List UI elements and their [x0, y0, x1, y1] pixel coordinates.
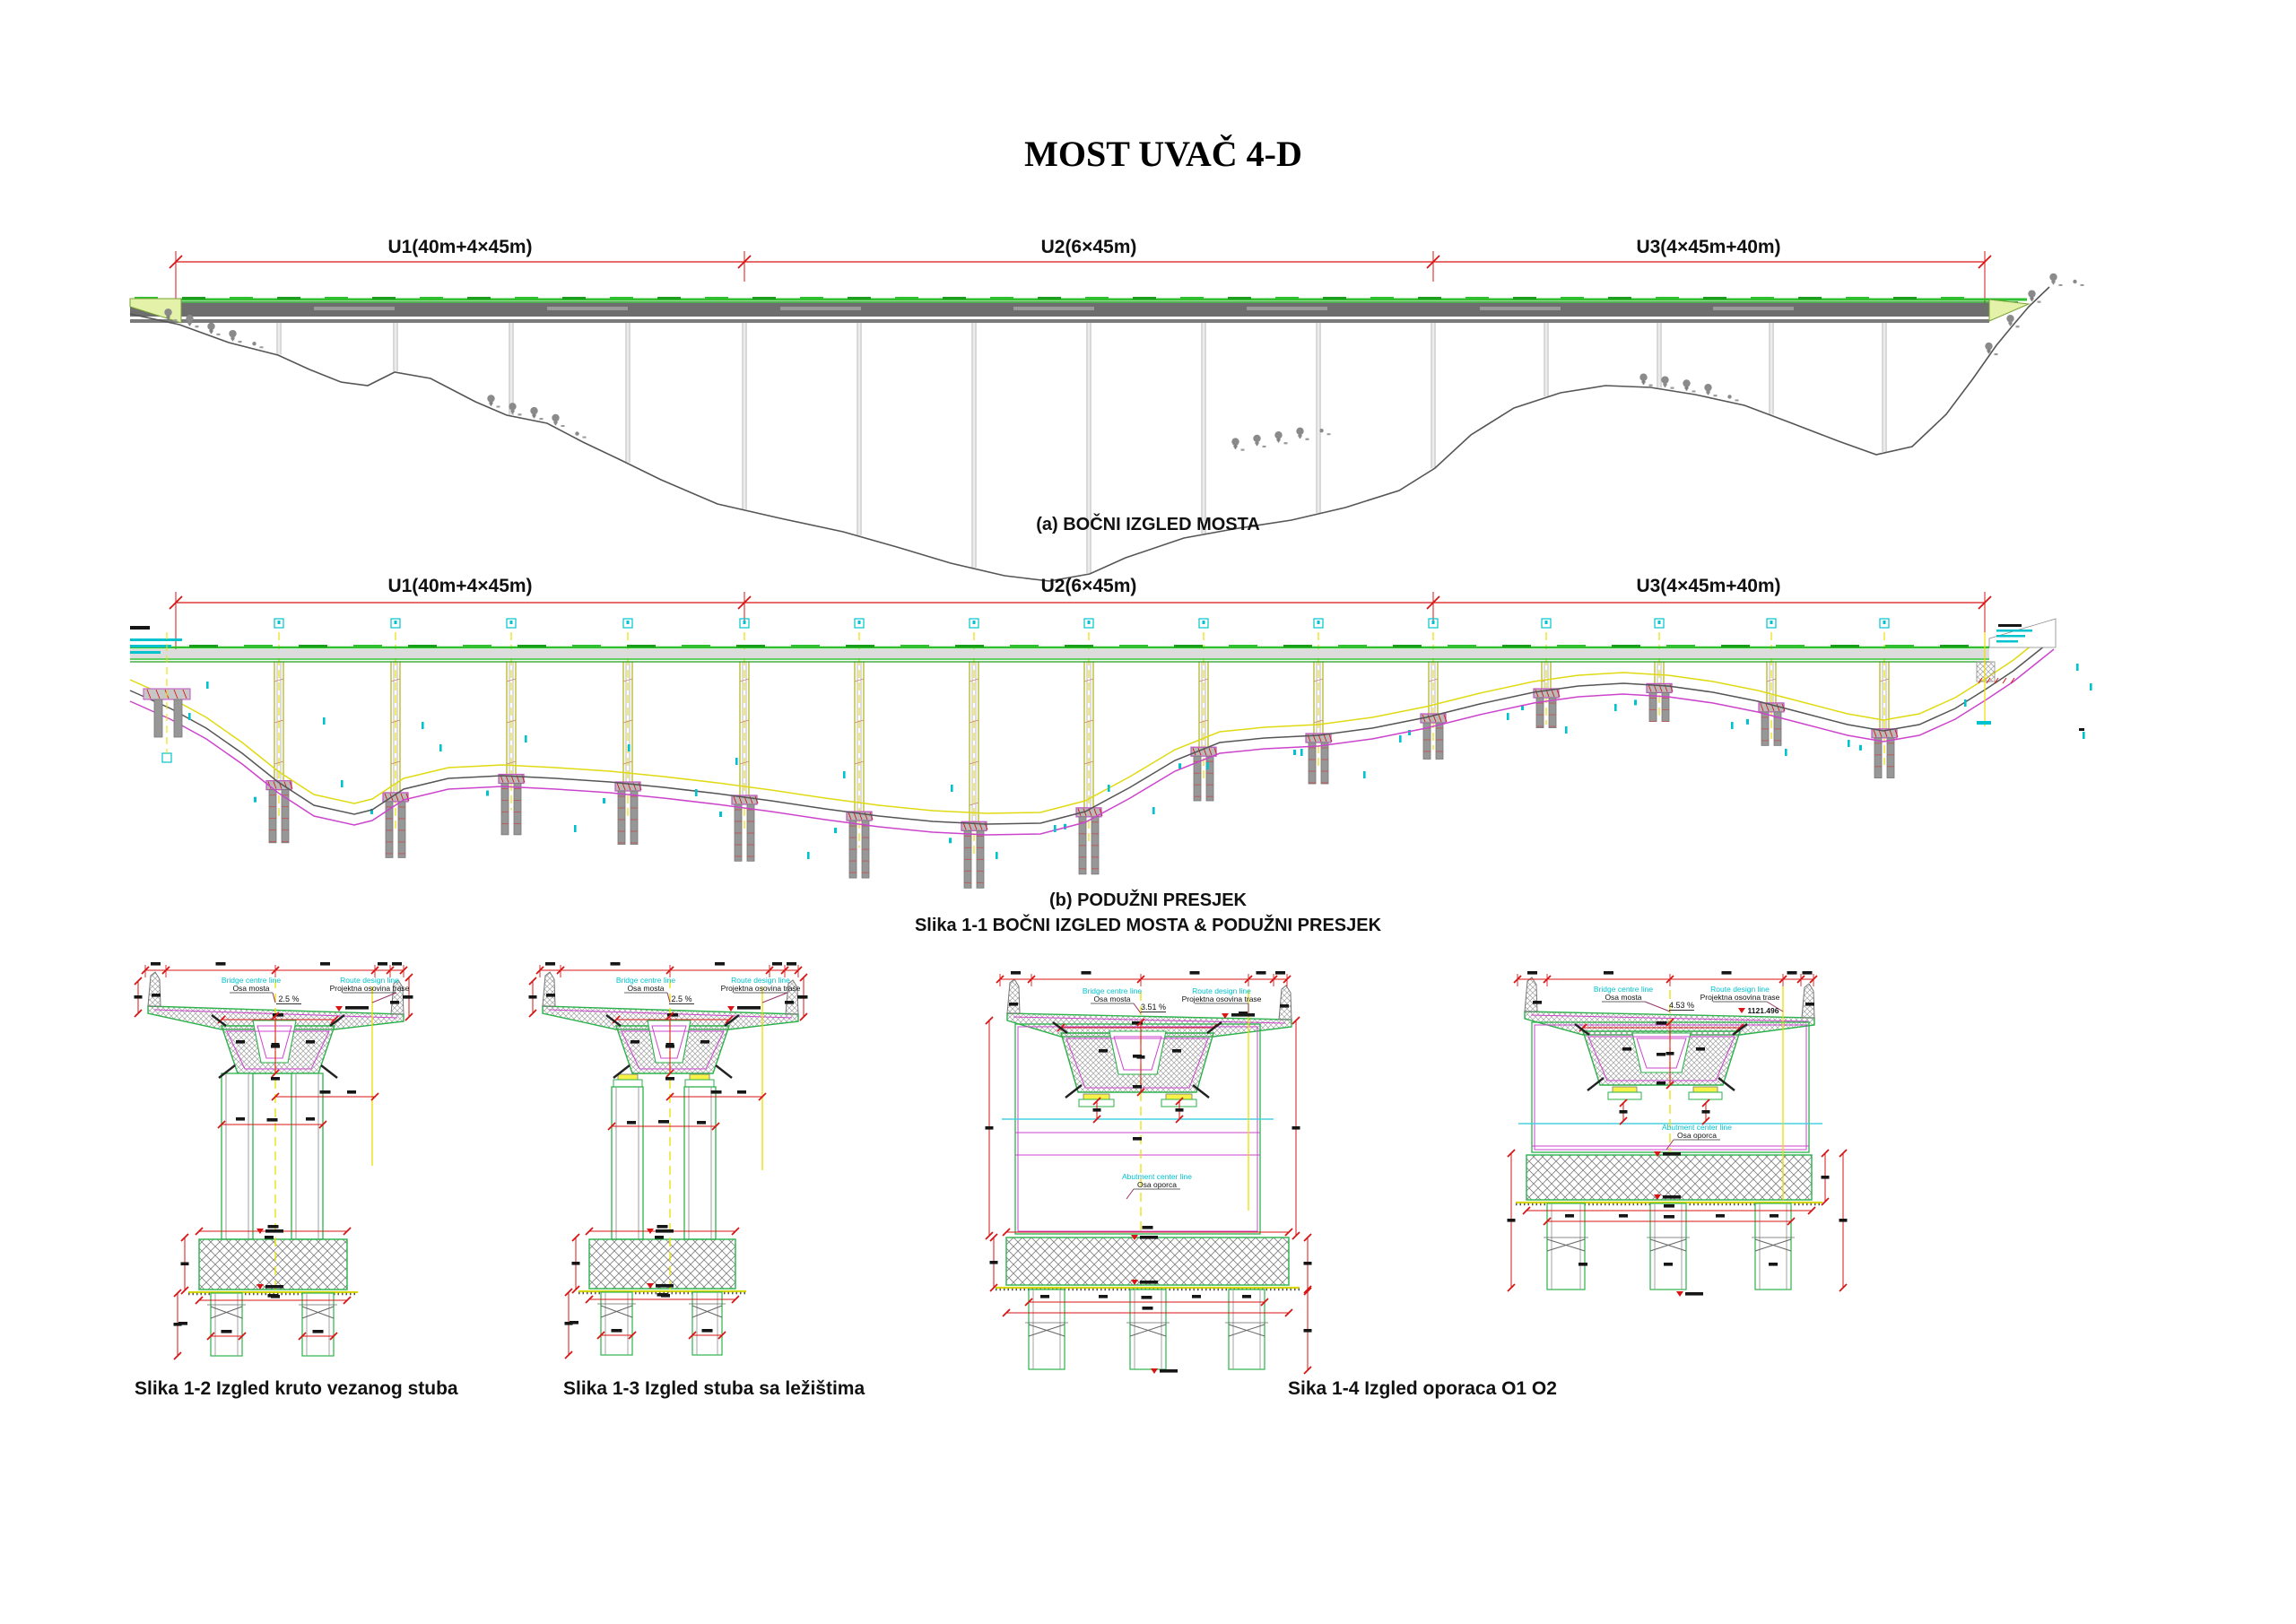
svg-text:Osa oporca: Osa oporca [1677, 1131, 1717, 1140]
svg-text:Route design line: Route design line [1192, 986, 1251, 995]
svg-text:Projektna osovina trase: Projektna osovina trase [720, 984, 801, 993]
cross-section-abutment-short [1498, 968, 1857, 1314]
svg-text:Bridge centre line: Bridge centre line [615, 976, 676, 985]
page-title: MOST UVAČ 4-D [1024, 134, 1302, 174]
cross-section-rigid-pier [126, 960, 422, 1374]
section-drawing [1508, 971, 1848, 1297]
span-label-u2: U2(6×45m) [1040, 576, 1137, 596]
svg-text:Osa oporca: Osa oporca [1137, 1180, 1177, 1189]
pier-foundation [1408, 714, 1447, 760]
piers-group [277, 323, 1886, 573]
svg-text:Bridge centre line: Bridge centre line [1593, 985, 1654, 994]
caption-figure-1-3: Slika 1-3 Izgled stuba sa ležištima [563, 1378, 865, 1399]
piles [207, 1293, 337, 1356]
labels [616, 976, 801, 1012]
svg-text:4.53 %: 4.53 % [1668, 1001, 1695, 1010]
pier-foundation [1859, 729, 1898, 778]
pier-foundation [254, 781, 292, 843]
pier-foundation [1064, 808, 1102, 874]
labels [222, 976, 410, 1012]
cross-section-abutment-tall [978, 968, 1318, 1390]
svg-text:Osa mosta: Osa mosta [627, 984, 665, 993]
cross-section-pier-bearings [520, 960, 816, 1374]
svg-text:Abutment center line: Abutment center line [1122, 1172, 1192, 1181]
svg-text:Projektna osovina trase: Projektna osovina trase [1181, 994, 1262, 1003]
svg-text:Bridge centre line: Bridge centre line [1082, 986, 1143, 995]
span-label-u2: U2(6×45m) [1040, 237, 1137, 257]
svg-text:2.5 %: 2.5 % [671, 994, 692, 1003]
section-drawing [986, 971, 1312, 1374]
section-drawing [529, 962, 808, 1359]
svg-text:1121.496: 1121.496 [1747, 1006, 1779, 1015]
svg-text:Bridge centre line: Bridge centre line [221, 976, 282, 985]
pier-foundation [1293, 734, 1332, 784]
svg-text:Osa mosta: Osa mosta [232, 984, 270, 993]
substructure [612, 1074, 716, 1239]
pier-foundation [1746, 703, 1785, 745]
caption-figure-1-1: Slika 1-1 BOČNI IZGLED MOSTA & PODUŽNI PRESJEK [914, 916, 1382, 935]
pier-foundation [370, 793, 409, 857]
dimension-line [170, 592, 1991, 649]
svg-text:3.51 %: 3.51 % [1140, 1003, 1167, 1012]
right-abutment [1977, 619, 2056, 726]
substructure [222, 1073, 323, 1239]
svg-text:Route design line: Route design line [731, 976, 790, 985]
elevation-view [0, 224, 2296, 601]
section-drawing [135, 962, 413, 1359]
svg-text:Route design line: Route design line [340, 976, 399, 985]
deck [130, 297, 2029, 323]
span-label-u1: U1(40m+4×45m) [387, 237, 533, 257]
piles [1025, 1290, 1268, 1369]
survey-ticks [188, 664, 2092, 859]
pier-foundation [1634, 683, 1673, 721]
terrain-line [130, 287, 2049, 581]
caption-figure-1-2: Slika 1-2 Izgled kruto vezanog stuba [135, 1378, 458, 1399]
caption-longitudinal: (b) PODUŽNI PRESJEK [1048, 890, 1248, 910]
pier-foundation [486, 775, 525, 835]
svg-text:Projektna osovina trase: Projektna osovina trase [329, 984, 410, 993]
caption-figure-1-4: Sika 1-4 Izgled oporaca O1 O2 [1288, 1378, 1557, 1399]
svg-text:2.5 %: 2.5 % [278, 994, 300, 1003]
svg-text:Osa mosta: Osa mosta [1605, 993, 1642, 1002]
pier-foundation [949, 821, 987, 888]
svg-text:Osa mosta: Osa mosta [1093, 994, 1131, 1003]
piles [597, 1292, 726, 1355]
span-label-u3: U3(4×45m+40m) [1636, 576, 1781, 596]
svg-text:Route design line: Route design line [1710, 985, 1770, 994]
longitudinal-section-view [0, 556, 2296, 915]
pier-foundation [603, 782, 641, 845]
pier-foundation [1178, 747, 1217, 801]
deck [130, 645, 1989, 662]
svg-text:Abutment center line: Abutment center line [1662, 1123, 1732, 1132]
svg-text:Projektna osovina trase: Projektna osovina trase [1700, 993, 1780, 1002]
pier-foundation [1521, 689, 1560, 728]
span-label-u3: U3(4×45m+40m) [1636, 237, 1781, 257]
span-label-u1: U1(40m+4×45m) [387, 576, 533, 596]
caption-elevation: (a) BOČNI IZGLED MOSTA [1036, 515, 1260, 534]
